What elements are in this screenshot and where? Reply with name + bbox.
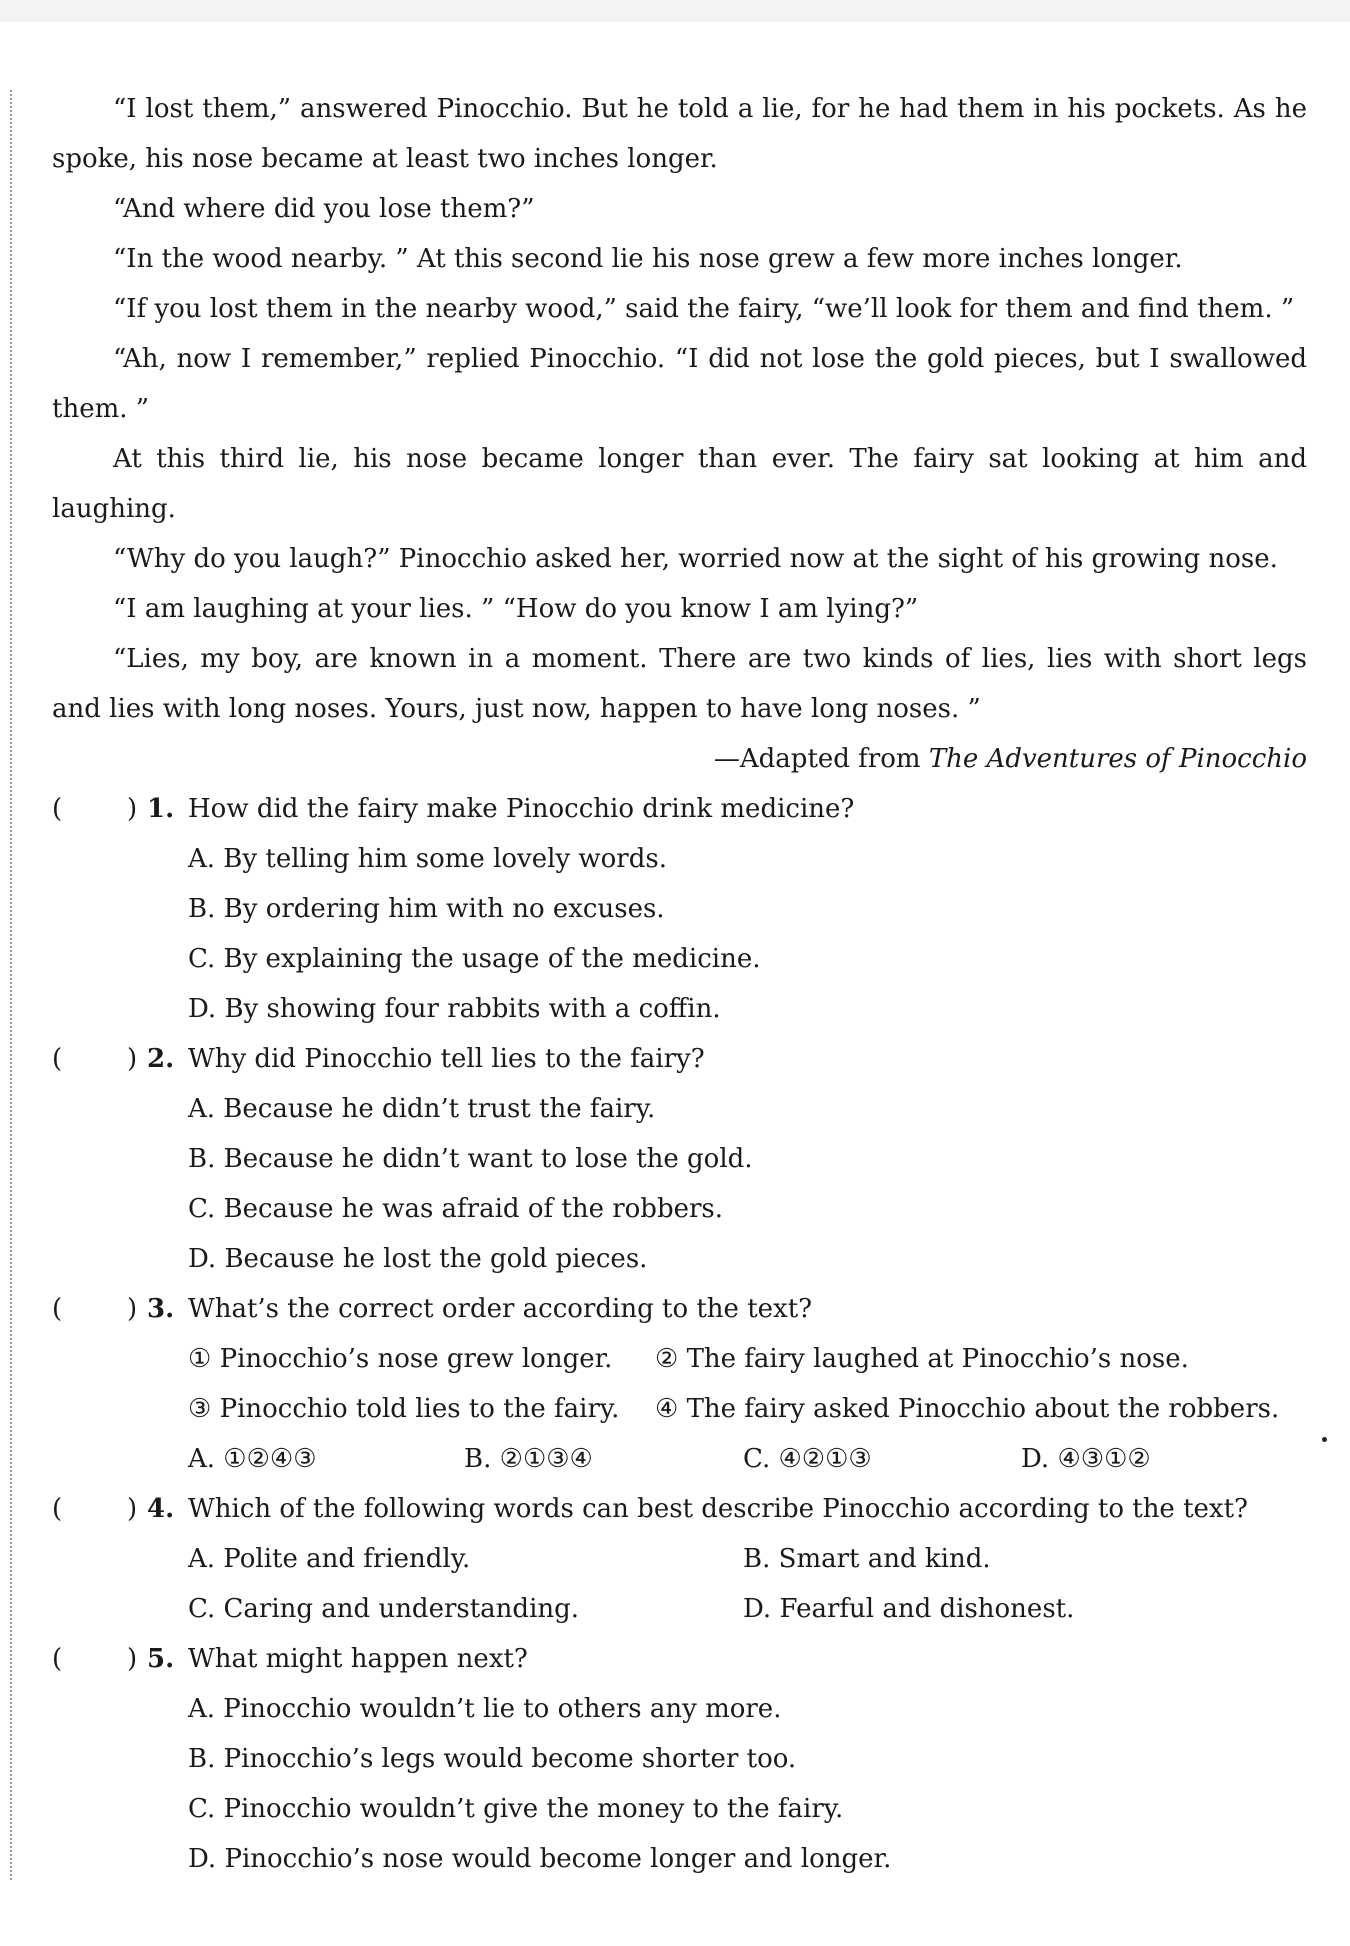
- question-text: Why did Pinocchio tell lies to the fairy?: [188, 1044, 705, 1074]
- event-row: [52, 1384, 1307, 1434]
- option-c: C. By explaining the usage of the medicine.: [188, 944, 761, 974]
- option-a: A. By telling him some lovely words.: [188, 844, 667, 874]
- top-shade: [0, 0, 1350, 22]
- question-number: 4.: [147, 1494, 175, 1524]
- source-prefix: —Adapted from: [713, 744, 929, 774]
- event-item: ③ Pinocchio told lies to the fairy.: [188, 1394, 620, 1424]
- option-a: A. Pinocchio wouldn’t lie to others any more.: [188, 1694, 782, 1724]
- option-d: D. By showing four rabbits with a coffin.: [188, 994, 721, 1024]
- passage-paragraph: “Lies, my boy, are known in a moment. There are two kinds of lies, lies with short legs and lies with long noses. Yours, just now, happen to have long noses. ”: [52, 644, 1307, 724]
- question-4: [52, 1484, 1307, 1634]
- question-text: What’s the correct order according to the text?: [188, 1294, 813, 1324]
- event-item: ② The fairy laughed at Pinocchio’s nose.: [655, 1344, 1189, 1374]
- question-number: 2.: [147, 1044, 175, 1074]
- passage-paragraph: “Ah, now I remember,” replied Pinocchio. “I did not lose the gold pieces, but I swallowed them. ”: [52, 344, 1307, 424]
- passage-paragraph: “Why do you laugh?” Pinocchio asked her, worried now at the sight of his growing nose.: [113, 544, 1278, 574]
- passage-paragraph: “If you lost them in the nearby wood,” said the fairy, “we’ll look for them and find them. ”: [113, 294, 1295, 324]
- option-row: [52, 1434, 1307, 1484]
- binding-dotted-line: [10, 90, 12, 1880]
- question-number: 3.: [147, 1294, 175, 1324]
- answer-blank-open[interactable]: (: [52, 1494, 63, 1524]
- answer-blank-open[interactable]: (: [52, 1294, 63, 1324]
- passage-paragraph: “I am laughing at your lies. ” “How do you know I am lying?”: [113, 594, 919, 624]
- answer-blank-close: ): [127, 794, 138, 824]
- source-title: The Adventures of Pinocchio: [928, 744, 1307, 774]
- answer-blank-open[interactable]: (: [52, 794, 63, 824]
- event-row: [52, 1334, 1307, 1384]
- question-5: [52, 1634, 1307, 1884]
- option-b: B. Pinocchio’s legs would become shorter too.: [188, 1744, 797, 1774]
- passage-source: [52, 734, 1307, 784]
- answer-blank-close: ): [127, 1044, 138, 1074]
- option-c: C. Caring and understanding.: [188, 1594, 580, 1624]
- option-row: [52, 1584, 1307, 1634]
- option-b: B. By ordering him with no excuses.: [188, 894, 665, 924]
- question-1: [52, 784, 1307, 1034]
- question-number: 1.: [147, 794, 175, 824]
- question-row: [52, 1634, 1307, 1684]
- option-b: B. ②①③④: [464, 1444, 593, 1474]
- question-row: [52, 1484, 1307, 1534]
- worksheet-content: [52, 84, 1307, 1884]
- question-text: How did the fairy make Pinocchio drink medicine?: [188, 794, 855, 824]
- question-3: [52, 1284, 1307, 1484]
- question-2: [52, 1034, 1307, 1284]
- option-row: [52, 1534, 1307, 1584]
- reading-passage: [52, 84, 1307, 784]
- option-a: A. Polite and friendly.: [188, 1544, 471, 1574]
- question-row: [52, 1284, 1307, 1334]
- option-c: C. Because he was afraid of the robbers.: [188, 1194, 724, 1224]
- answer-blank-open[interactable]: (: [52, 1644, 63, 1674]
- question-number: 5.: [147, 1644, 175, 1674]
- option-a: A. Because he didn’t trust the fairy.: [188, 1094, 656, 1124]
- passage-paragraph: “And where did you lose them?”: [113, 194, 535, 224]
- event-item: ④ The fairy asked Pinocchio about the robbers.: [655, 1394, 1280, 1424]
- option-b: B. Smart and kind.: [743, 1544, 991, 1574]
- question-row: [52, 1034, 1307, 1084]
- answer-blank-close: ): [127, 1644, 138, 1674]
- option-c: C. ④②①③: [743, 1444, 872, 1474]
- answer-blank-open[interactable]: (: [52, 1044, 63, 1074]
- option-d: D. Pinocchio’s nose would become longer and longer.: [188, 1844, 892, 1874]
- question-text: What might happen next?: [188, 1644, 528, 1674]
- event-item: ① Pinocchio’s nose grew longer.: [188, 1344, 613, 1374]
- passage-paragraph: “In the wood nearby. ” At this second lie his nose grew a few more inches longer.: [113, 244, 1183, 274]
- question-row: [52, 784, 1307, 834]
- option-d: D. ④③①②: [1021, 1444, 1151, 1474]
- margin-dot: [1322, 1437, 1327, 1442]
- question-text: Which of the following words can best describe Pinocchio according to the text?: [188, 1494, 1248, 1524]
- passage-paragraph: At this third lie, his nose became longer than ever. The fairy sat looking at him and laughing.: [52, 444, 1307, 524]
- passage-paragraph: “I lost them,” answered Pinocchio. But he told a lie, for he had them in his pockets. As he spoke, his nose became at least two inches longer.: [52, 94, 1307, 174]
- option-d: D. Fearful and dishonest.: [743, 1594, 1075, 1624]
- answer-blank-close: ): [127, 1294, 138, 1324]
- option-d: D. Because he lost the gold pieces.: [188, 1244, 648, 1274]
- option-b: B. Because he didn’t want to lose the gold.: [188, 1144, 753, 1174]
- answer-blank-close: ): [127, 1494, 138, 1524]
- option-a: A. ①②④③: [188, 1444, 317, 1474]
- option-c: C. Pinocchio wouldn’t give the money to the fairy.: [188, 1794, 844, 1824]
